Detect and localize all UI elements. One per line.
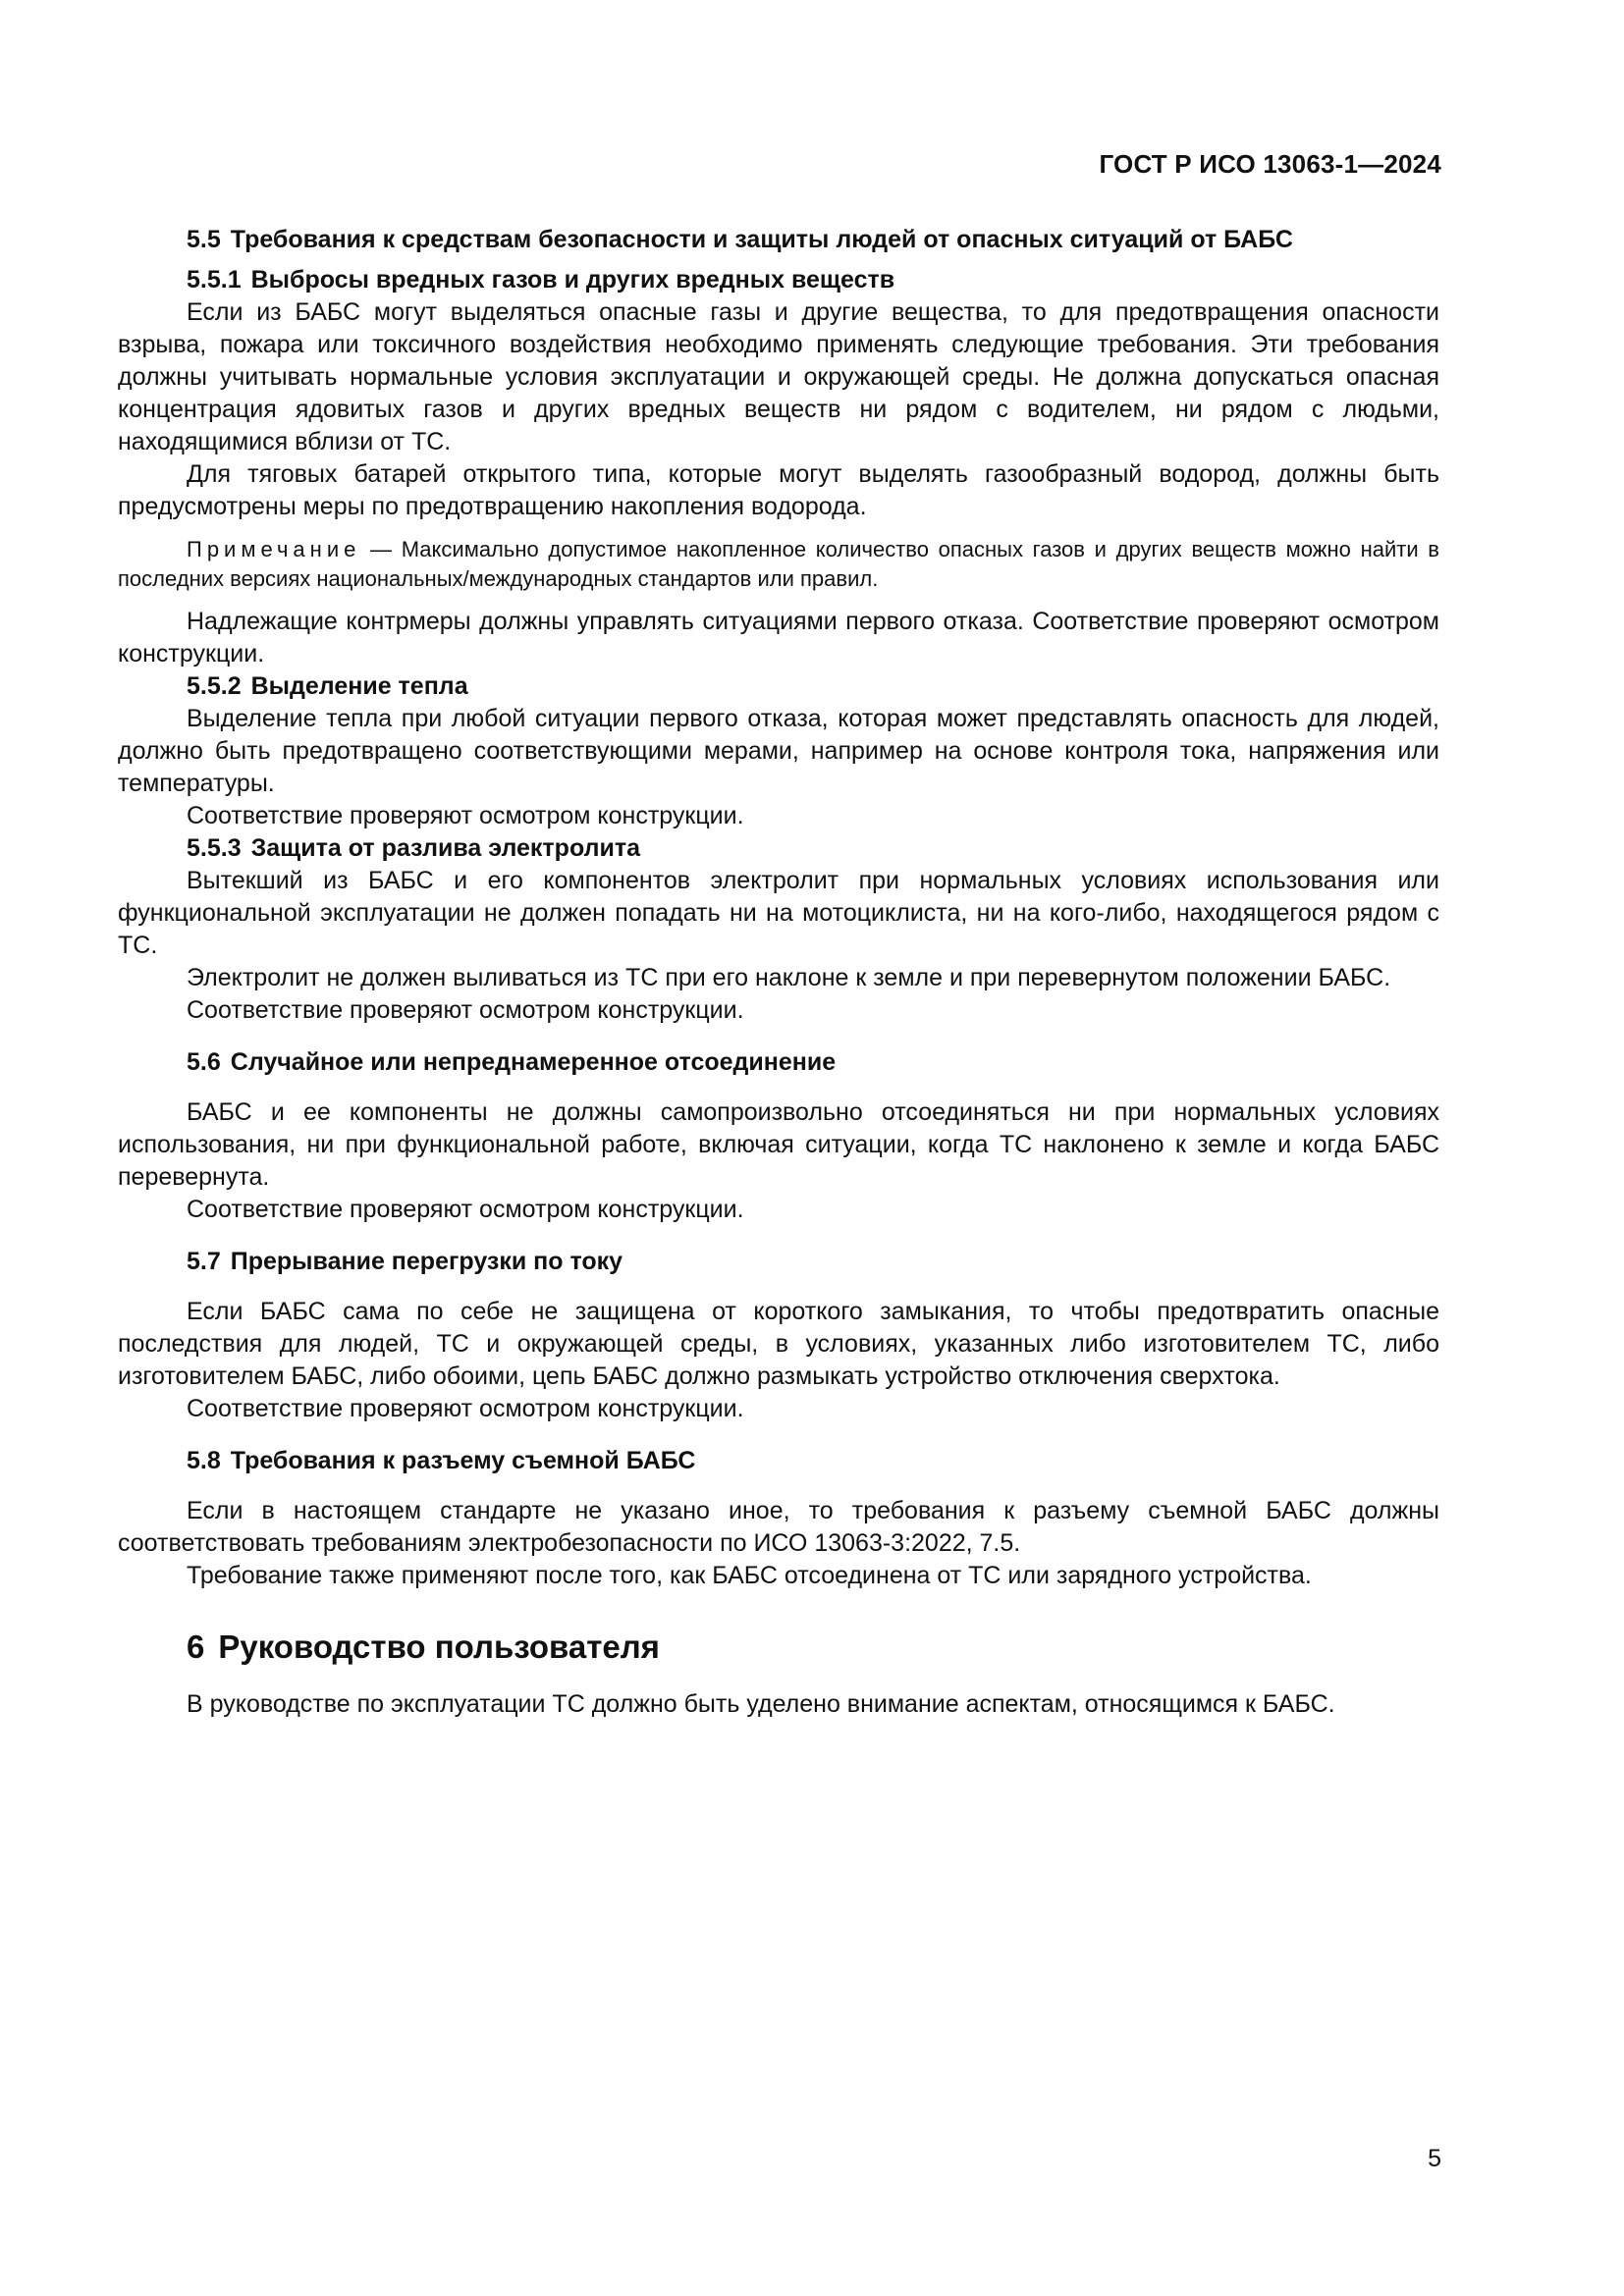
section-6-paragraph-1: В руководстве по эксплуатации ТС должно быть уделено внимание аспектам, относящимся к БАБС.	[187, 1690, 1335, 1718]
section-5-6-paragraph-2: Соответствие проверяют осмотром конструкции.	[187, 1196, 744, 1223]
section-5-5-3-heading: 5.5.3 Защита от разлива электролита	[187, 834, 640, 862]
section-5-5-1-heading: 5.5.1 Выбросы вредных газов и других вредных веществ	[187, 266, 895, 294]
section-5-5-2-heading: 5.5.2 Выделение тепла	[187, 672, 468, 700]
section-5-6-heading: 5.6 Случайное или непреднамеренное отсоединение	[187, 1048, 837, 1076]
section-5-5-2-paragraph-1: Выделение тепла при любой ситуации первого отказа, которая может представлять опасность для людей, должно быть предотвращено соответствующими мерами, например на основе контроля тока, напряжения или температуры.	[118, 705, 1439, 797]
section-5-5-1-paragraph-1: Если из БАБС могут выделяться опасные газы и другие вещества, то для предотвращения опасности взрыва, пожара или токсичного воздействия необходимо применять следующие требования. Эти требования должны учитывать нормальные условия эксплуатации и окружающей среды. Не должна допускаться опасная концентрация ядовитых газов и других вредных веществ ни рядом с водителем, ни рядом с людьми, находящимися вблизи от ТС.	[118, 298, 1439, 455]
section-5-5-3-paragraph-2: Электролит не должен выливаться из ТС при его наклоне к земле и при перевернутом положении БАБС.	[187, 964, 1391, 991]
page-number: 5	[1428, 2145, 1441, 2172]
section-5-8-paragraph-2: Требование также применяют после того, как БАБС отсоединена от ТС или зарядного устройства.	[187, 1562, 1312, 1589]
section-5-5-1-paragraph-3: Надлежащие контрмеры должны управлять ситуациями первого отказа. Соответствие проверяют осмотром конструкции.	[118, 608, 1439, 667]
section-5-5-2-paragraph-2: Соответствие проверяют осмотром конструкции.	[187, 802, 744, 829]
section-5-5-1-note	[118, 535, 1439, 594]
note-text: — Максимально допустимое накопленное количество опасных газов и других веществ можно найти в последних версиях национальных/международных стандартов или правил.	[118, 537, 1439, 591]
section-5-7-paragraph-1: Если БАБС сама по себе не защищена от короткого замыкания, то чтобы предотвратить опасные последствия для людей, ТС и окружающей среды, в условиях, указанных либо изготовителем ТС, либо изготовителем БАБС, либо обоими, цепь БАБС должно размыкать устройство отключения сверхтока.	[118, 1298, 1439, 1390]
section-5-6-paragraph-1: БАБС и ее компоненты не должны самопроизвольно отсоединяться ни при нормальных условиях использования, ни при функциональной работе, включая ситуации, когда ТС наклонено к земле и когда БАБС перевернута.	[118, 1098, 1439, 1191]
page-content	[118, 224, 1439, 1721]
document-header: ГОСТ Р ИСО 13063-1—2024	[1099, 149, 1441, 179]
section-6-heading: 6 Руководство пользователя	[187, 1629, 660, 1665]
section-5-5-3-paragraph-3: Соответствие проверяют осмотром конструкции.	[187, 996, 744, 1024]
section-5-5-1-paragraph-2: Для тяговых батарей открытого типа, которые могут выделять газообразный водород, должны быть предусмотрены меры по предотвращению накопления водорода.	[118, 460, 1439, 520]
section-5-5-heading: 5.5 Требования к средствам безопасности и защиты людей от опасных ситуаций от БАБС	[187, 226, 1293, 253]
section-5-8-paragraph-1: Если в настоящем стандарте не указано иное, то требования к разъему съемной БАБС должны соответствовать требованиям электробезопасности по ИСО 13063-3:2022, 7.5.	[118, 1497, 1439, 1557]
section-5-8-heading: 5.8 Требования к разъему съемной БАБС	[187, 1447, 696, 1474]
section-5-7-heading: 5.7 Прерывание перегрузки по току	[187, 1248, 623, 1275]
note-label: Примечание	[187, 537, 361, 561]
section-5-5-3-paragraph-1: Вытекший из БАБС и его компонентов электролит при нормальных условиях использования или функциональной эксплуатации не должен попадать ни на мотоциклиста, ни на кого-либо, находящегося рядом с ТС.	[118, 867, 1439, 959]
section-5-7-paragraph-2: Соответствие проверяют осмотром конструкции.	[187, 1395, 744, 1422]
